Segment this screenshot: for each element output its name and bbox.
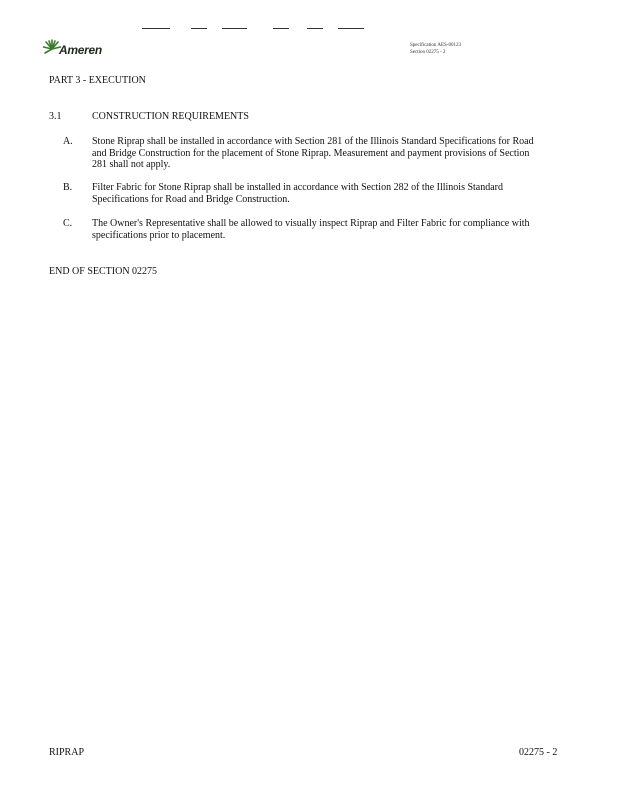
item-text: Filter Fabric for Stone Riprap shall be installed in accordance with Section 282 of the Illinois Standard Specifications for Road and Bridge Construction. [92, 182, 504, 205]
logo-wordmark: Ameren [59, 43, 102, 57]
page-number: 02275 - 2 [519, 747, 558, 758]
item-letter: C. [63, 218, 73, 229]
item-letter: B. [63, 182, 73, 193]
spec-reference [410, 42, 461, 56]
ameren-logo [42, 38, 122, 60]
part-title: PART 3 - EXECUTION [49, 75, 146, 86]
item-text: The Owner's Representative shall be allowed to visually inspect Riprap and Filter Fabric for compliance with specifications prior to placement. [92, 218, 530, 241]
section-title: CONSTRUCTION REQUIREMENTS [92, 111, 249, 122]
end-of-section: END OF SECTION 02275 [49, 266, 158, 277]
item-letter: A. [63, 136, 73, 147]
spec-section: Section 02275 - 2 [410, 50, 446, 55]
item-text: Stone Riprap shall be installed in accordance with Section 281 of the Illinois Standard Specifications for Road and Bridge Construction for the placement of Stone Riprap. Measurement and payment provisions of Section 281 shall not apply. [92, 136, 534, 171]
section-number: 3.1 [49, 111, 62, 122]
spec-number: Specification AES-00123 [410, 43, 461, 48]
header-rule-marks [0, 28, 618, 31]
footer-title: RIPRAP [49, 747, 85, 758]
